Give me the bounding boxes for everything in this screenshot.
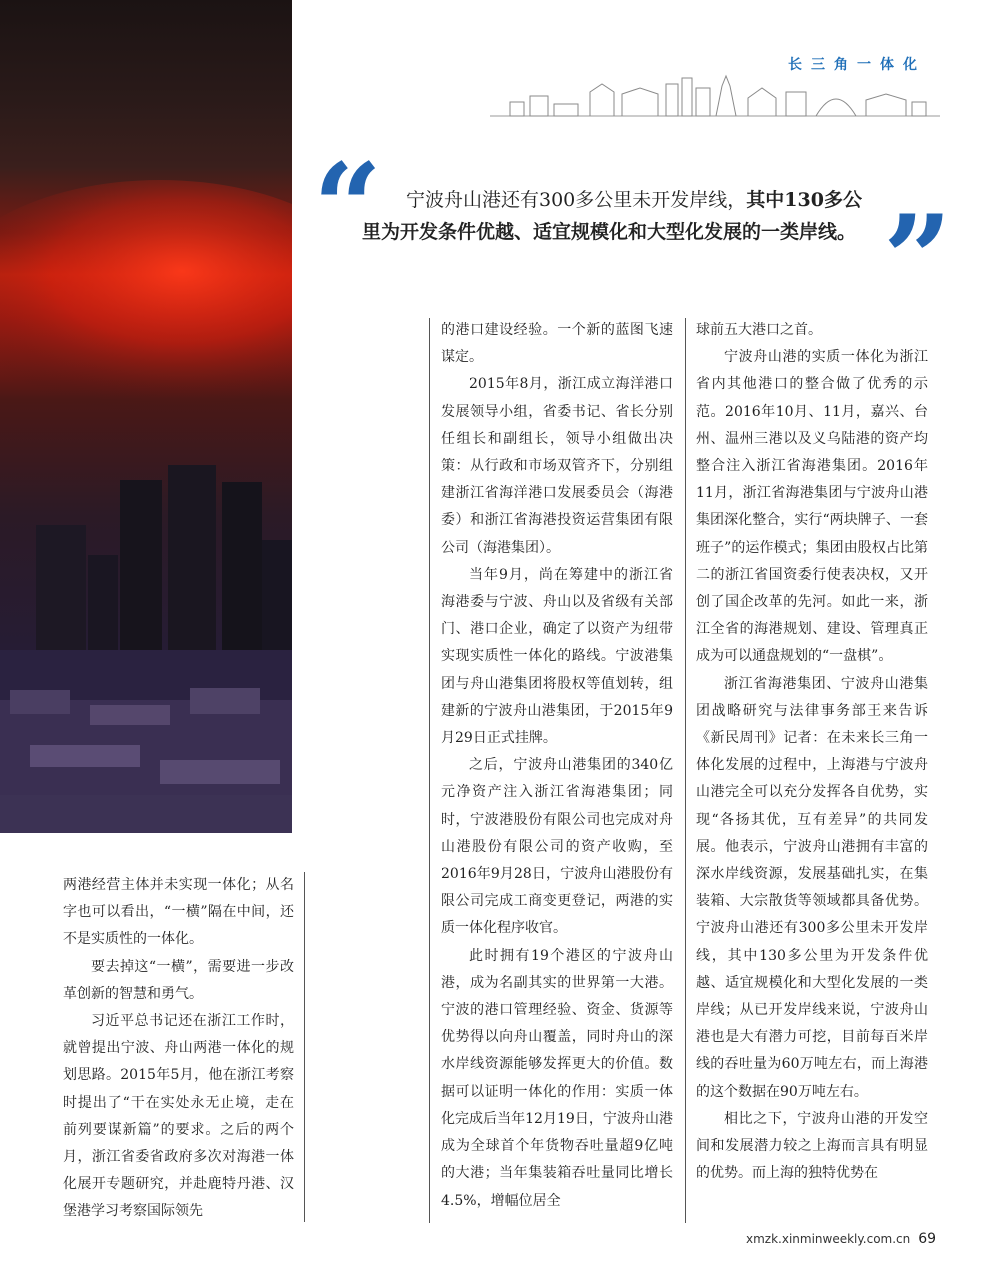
paragraph: 球前五大港口之首。 [696, 322, 822, 338]
paragraph: 之后，宁波舟山港集团的340亿元净资产注入浙江省海港集团；同时，宁波港股份有限公司也完成对舟山港股份有限公司的资产收购，至2016年9月28日，宁波舟山港股份有限公司完成工商变更登记，两港的实质一体化程序收官。 [441, 757, 673, 937]
column-divider [429, 318, 430, 1223]
close-quote-mark-icon: ” [883, 189, 953, 330]
text-column-3 [696, 317, 928, 1188]
paragraph: 相比之下，宁波舟山港的开发空间和发展潜力较之上海而言具有明显的优势。而上海的独特优势在 [696, 1110, 928, 1182]
paragraph: 的港口建设经验。一个新的蓝图飞速谋定。 [441, 322, 673, 366]
paragraph: 当年9月，尚在筹建中的浙江省海港委与宁波、舟山以及省级有关部门、港口企业，确定了以资产为纽带实现实质性一体化的路线。宁波港集团与舟山港集团将股权等值划转，组建新的宁波舟山港集团，于2015年9月29日正式挂牌。 [441, 566, 673, 747]
pull-quote-normal: 宁波舟山港还有300多公里未开发岸线， [406, 189, 747, 211]
website-url: xmzk.xinminweekly.com.cn [746, 1232, 911, 1246]
pull-quote-bold: 其中130多公里为开发条件优越、适宜规模化和大型化发展的一类岸线。 [362, 189, 862, 243]
section-label: 长三角一体化 [788, 57, 926, 73]
open-quote-mark-icon: “ [313, 137, 383, 278]
paragraph: 习近平总书记还在浙江工作时，就曾提出宁波、舟山两港一体化的规划思路。2015年5月，他在浙江考察时提出了“干在实处永无止境，走在前列要谋新篇”的要求。之后的两个月，浙江省委省政府多次对海港一体化展开专题研究，并赴鹿特丹港、汉堡港学习考察国际领先 [63, 1013, 294, 1220]
paragraph: 宁波舟山港的实质一体化为浙江省内其他港口的整合做了优秀的示范。2016年10月、11月，嘉兴、台州、温州三港以及义乌陆港的资产均整合注入浙江省海港集团。2016年11月，浙江省海港集团与宁波舟山港集团深化整合，实行“两块牌子、一套班子”的运作模式；集团由股权占比第二的浙江省国资委行使表决权，又开创了国企改革的先河。如此一来，浙江全省的海港规划、建设、管理真正成为可以通盘规划的“一盘棋”。 [696, 349, 928, 665]
skyline-decoration [490, 74, 940, 124]
city-silhouette [0, 0, 292, 833]
paragraph: 浙江省海港集团、宁波舟山港集团战略研究与法律事务部王来告诉《新民周刊》记者：在未来长三角一体化发展的过程中，上海港与宁波舟山港完全可以充分发挥各自优势，实现“各扬其优，互有差异”的共同发展。他表示，宁波舟山港拥有丰富的深水岸线资源，发展基础扎实，在集装箱、大宗散货等领域都具备优势。宁波舟山港还有300多公里未开发岸线，其中130多公里为开发条件优越、适宜规模化和大型化发展的一类岸线；从已开发岸线来说，宁波舟山港也是大有潜力可挖，目前每百米岸线的吞吐量为60万吨左右，而上海港的这个数据在90万吨左右。 [696, 675, 928, 1100]
port-city-photo [0, 0, 292, 833]
page-number: 69 [918, 1231, 937, 1247]
column-divider [304, 872, 305, 1222]
paragraph: 2015年8月，浙江成立海洋港口发展领导小组，省委书记、省长分别任组长和副组长，领导小组做出决策：从行政和市场双管齐下，分别组建浙江省海洋港口发展委员会（海港委）和浙江省海港投资运营集团有限公司（海港集团）。 [441, 376, 673, 556]
column-divider [685, 318, 686, 1223]
pull-quote [362, 184, 862, 248]
paragraph: 两港经营主体并未实现一体化；从名字也可以看出，“一横”隔在中间，还不是实质性的一体化。 [63, 877, 294, 948]
paragraph: 要去掉这“一横”，需要进一步改革创新的智慧和勇气。 [63, 958, 294, 1002]
paragraph: 此时拥有19个港区的宁波舟山港，成为名副其实的世界第一大港。宁波的港口管理经验、资金、货源等优势得以向舟山覆盖，同时舟山的深水岸线资源能够发挥更大的价值。数据可以证明一体化的作用：实质一体化完成后当年12月19日，宁波舟山港成为全球首个年货物吞吐量超9亿吨的大港；当年集装箱吞吐量同比增长4.5%，增幅位居全 [441, 947, 673, 1209]
page-footer [746, 1231, 936, 1247]
text-column-2 [441, 317, 673, 1215]
text-column-1 [63, 872, 294, 1226]
